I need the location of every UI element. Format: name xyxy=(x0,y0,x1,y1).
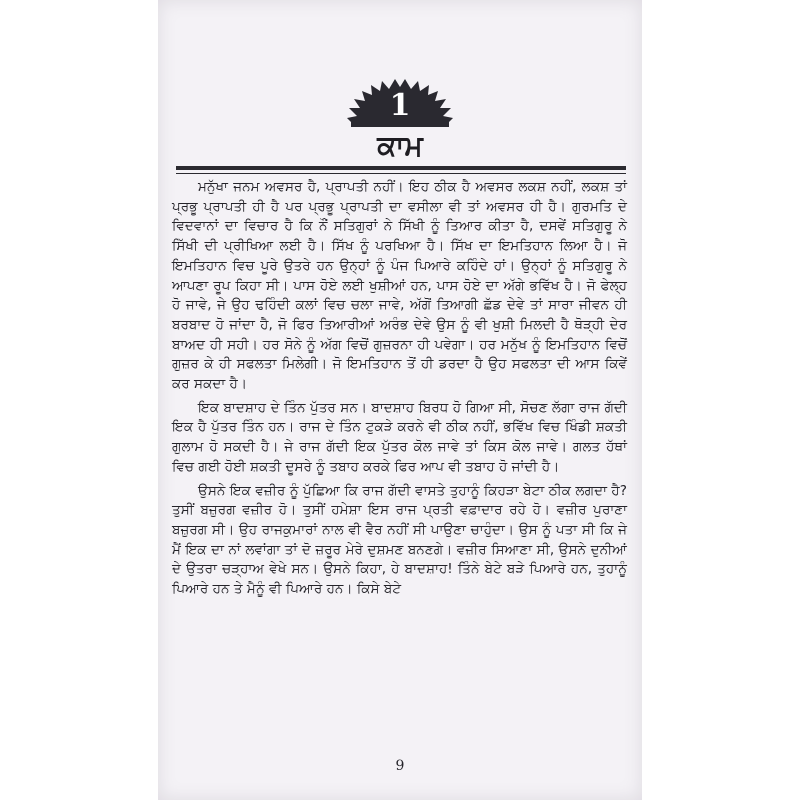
chapter-body xyxy=(172,178,627,604)
chapter-number: 1 xyxy=(389,88,411,123)
paragraph: ਮਨੁੱਖਾ ਜਨਮ ਅਵਸਰ ਹੈ, ਪ੍ਰਾਪਤੀ ਨਹੀਂ। ਇਹ ਠੀਕ ਹੈ ਅਵਸਰ ਲਕਸ਼ ਨਹੀਂ, ਲਕਸ਼ ਤਾਂ ਪ੍ਰਭੂ ਪ੍ਰਾਪਤੀ ਹੀ ਹੈ ਪਰ ਪ੍ਰਭੂ ਪ੍ਰਾਪਤੀ ਦਾ ਵਸੀਲਾ ਵੀ ਤਾਂ ਅਵਸਰ ਹੀ ਹੈ। ਗੁਰਮਤਿ ਦੇ ਵਿਦਵਾਨਾਂ ਦਾ ਵਿਚਾਰ ਹੈ ਕਿ ਨੌਂ ਸਤਿਗੁਰਾਂ ਨੇ ਸਿੱਖੀ ਨੂੰ ਤਿਆਰ ਕੀਤਾ ਹੈ, ਦਸਵੇਂ ਸਤਿਗੁਰੂ ਨੇ ਸਿੱਖੀ ਦੀ ਪ੍ਰੀਖਿਆ ਲਈ ਹੈ। ਸਿੱਖ ਨੂੰ ਪਰਖਿਆ ਹੈ। ਸਿੱਖ ਦਾ ਇਮਤਿਹਾਨ ਲਿਆ ਹੈ। ਜੋ ਇਮਤਿਹਾਨ ਵਿਚ ਪੂਰੇ ਉਤਰੇ ਹਨ ਉਨ੍ਹਾਂ ਨੂੰ ਪੰਜ ਪਿਆਰੇ ਕਹਿੰਦੇ ਹਾਂ। ਉਨ੍ਹਾਂ ਨੂੰ ਸਤਿਗੁਰੂ ਨੇ ਆਪਣਾ ਰੂਪ ਕਿਹਾ ਸੀ। ਪਾਸ ਹੋਏ ਲਈ ਖੁਸ਼ੀਆਂ ਹਨ, ਪਾਸ ਹੋਏ ਦਾ ਅੱਗੇ ਭਵਿੱਖ ਹੈ। ਜੋ ਫੇਲ੍ਹ ਹੋ ਜਾਵੇ, ਜੇ ਉਹ ਢਹਿੰਦੀ ਕਲਾਂ ਵਿਚ ਚਲਾ ਜਾਵੇ, ਅੱਗੋਂ ਤਿਆਗੀ ਛੱਡ ਦੇਵੇ ਤਾਂ ਸਾਰਾ ਜੀਵਨ ਹੀ ਬਰਬਾਦ ਹੋ ਜਾਂਦਾ ਹੈ, ਜੋ ਫਿਰ ਤਿਆਰੀਆਂ ਅਰੰਭ ਦੇਵੇ ਉਸ ਨੂੰ ਵੀ ਖੁਸ਼ੀ ਮਿਲਦੀ ਹੈ ਥੋੜ੍ਹੀ ਦੇਰ ਬਾਅਦ ਹੀ ਸਹੀ। ਹਰ ਸੋਨੇ ਨੂੰ ਅੱਗ ਵਿਚੋਂ ਗੁਜ਼ਰਨਾ ਹੀ ਪਵੇਗਾ। ਹਰ ਮਨੁੱਖ ਨੂੰ ਇਮਤਿਹਾਨ ਵਿਚੋਂ ਗੁਜ਼ਰ ਕੇ ਹੀ ਸਫਲਤਾ ਮਿਲੇਗੀ। ਜੋ ਇਮਤਿਹਾਨ ਤੋਂ ਹੀ ਡਰਦਾ ਹੈ ਉਹ ਸਫਲਤਾ ਦੀ ਆਸ ਕਿਵੇਂ ਕਰ ਸਕਦਾ ਹੈ। xyxy=(172,179,627,393)
paragraph: ਇਕ ਬਾਦਸ਼ਾਹ ਦੇ ਤਿੰਨ ਪੁੱਤਰ ਸਨ। ਬਾਦਸ਼ਾਹ ਬਿਰਧ ਹੋ ਗਿਆ ਸੀ, ਸੋਚਣ ਲੱਗਾ ਰਾਜ ਗੱਦੀ ਇਕ ਹੈ ਪੁੱਤਰ ਤਿੰਨ ਹਨ। ਰਾਜ ਦੇ ਤਿੰਨ ਟੁਕੜੇ ਕਰਨੇ ਵੀ ਠੀਕ ਨਹੀਂ, ਭਵਿੱਖ ਵਿਚ ਖਿੰਡੀ ਸ਼ਕਤੀ ਗੁਲਾਮ ਹੋ ਸਕਦੀ ਹੈ। ਜੇ ਰਾਜ ਗੱਦੀ ਇਕ ਪੁੱਤਰ ਕੋਲ ਜਾਵੇ ਤਾਂ ਕਿਸ ਕੋਲ ਜਾਵੇ। ਗਲਤ ਹੱਥਾਂ ਵਿਚ ਗਈ ਹੋਈ ਸ਼ਕਤੀ ਦੂਸਰੇ ਨੂੰ ਤਬਾਹ ਕਰਕੇ ਫਿਰ ਆਪ ਵੀ ਤਬਾਹ ਹੋ ਜਾਂਦੀ ਹੈ। xyxy=(172,399,627,475)
book-page xyxy=(158,0,642,800)
paragraph: ਉਸਨੇ ਇਕ ਵਜ਼ੀਰ ਨੂੰ ਪੁੱਛਿਆ ਕਿ ਰਾਜ ਗੱਦੀ ਵਾਸਤੇ ਤੁਹਾਨੂੰ ਕਿਹੜਾ ਬੇਟਾ ਠੀਕ ਲਗਦਾ ਹੈ? ਤੁਸੀਂ ਬਜ਼ੁਰਗ ਵਜ਼ੀਰ ਹੋ। ਤੁਸੀਂ ਹਮੇਸ਼ਾ ਇਸ ਰਾਜ ਪ੍ਰਤੀ ਵਫ਼ਾਦਾਰ ਰਹੇ ਹੋ। ਵਜ਼ੀਰ ਪੁਰਾਣਾ ਬਜ਼ੁਰਗ ਸੀ। ਉਹ ਰਾਜਕੁਮਾਰਾਂ ਨਾਲ ਵੀ ਵੈਰ ਨਹੀਂ ਸੀ ਪਾਉਣਾ ਚਾਹੁੰਦਾ। ਉਸ ਨੂੰ ਪਤਾ ਸੀ ਕਿ ਜੇ ਮੈਂ ਇਕ ਦਾ ਨਾਂ ਲਵਾਂਗਾ ਤਾਂ ਦੋ ਜ਼ਰੂਰ ਮੇਰੇ ਦੁਸ਼ਮਣ ਬਨਣਗੇ। ਵਜ਼ੀਰ ਸਿਆਣਾ ਸੀ, ਉਸਨੇ ਦੁਨੀਆਂ ਦੇ ਉਤਰਾ ਚੜ੍ਹਾਅ ਵੇਖੇ ਸਨ। ਉਸਨੇ ਕਿਹਾ, ਹੇ ਬਾਦਸ਼ਾਹ! ਤਿੰਨੇ ਬੇਟੇ ਬੜੇ ਪਿਆਰੇ ਹਨ, ਤੁਹਾਨੂੰ ਪਿਆਰੇ ਹਨ ਤੇ ਮੈਨੂੰ ਵੀ ਪਿਆਰੇ ਹਨ। ਕਿਸੇ ਬੇਟੇ xyxy=(172,482,627,598)
title-rule-thin xyxy=(176,173,626,174)
title-rule xyxy=(176,166,626,170)
chapter-badge xyxy=(345,78,455,128)
page-number: 9 xyxy=(395,758,405,774)
chapter-title: ਕਾਮ xyxy=(377,129,423,162)
